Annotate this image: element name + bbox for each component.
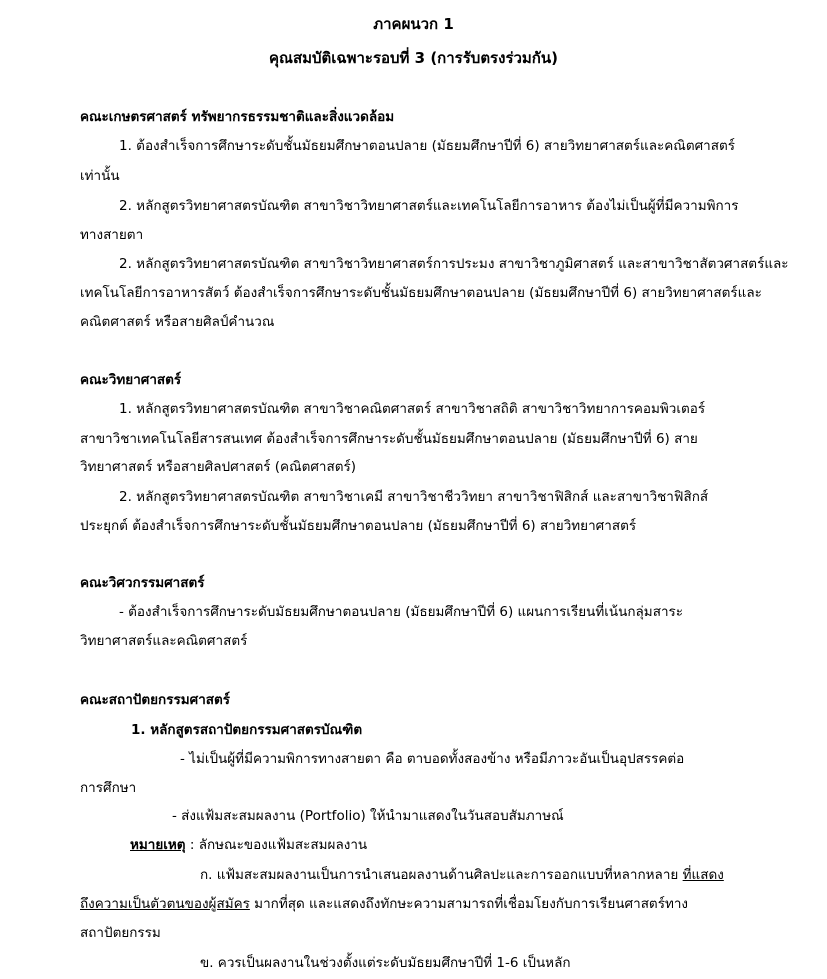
- agri-item-2-line-1: 2. หลักสูตรวิทยาศาสตรบัณฑิต สาขาวิชาวิทยาศาสตร์และเทคโนโลยีการอาหาร ต้องไม่เป็นผู้ที่มีความพิการ: [119, 198, 739, 214]
- sci-heading: คณะวิทยาศาสตร์: [80, 372, 182, 388]
- note-item-1-text: ก. แฟ้มสะสมผลงานเป็นการนำเสนอผลงานด้านศิลปะและการออกแบบที่หลากหลาย: [200, 867, 679, 883]
- agri-item-1-line-2: เท่านั้น: [80, 168, 120, 184]
- agri-item-1-line-1: 1. ต้องสำเร็จการศึกษาระดับชั้นมัธยมศึกษาตอนปลาย (มัธยมศึกษาปีที่ 6) สายวิทยาศาสตร์และคณิตศาสตร์: [119, 138, 735, 154]
- sci-item-1-line-1: 1. หลักสูตรวิทยาศาสตรบัณฑิต สาขาวิชาคณิตศาสตร์ สาขาวิชาสถิติ สาขาวิชาวิทยาการคอมพิวเตอร์: [119, 401, 706, 417]
- arch-bullet-1-line-1: - ไม่เป็นผู้ที่มีความพิการทางสายตา คือ ตาบอดทั้งสองข้าง หรือมีภาวะอันเป็นอุปสรรคต่อ: [180, 751, 685, 767]
- eng-item-line-2: วิทยาศาสตร์และคณิตศาสตร์: [80, 633, 248, 649]
- agri-heading: คณะเกษตรศาสตร์ ทรัพยากรธรรมชาติและสิ่งแวดล้อม: [80, 109, 395, 125]
- arch-note-item-1-line-3: สถาปัตยกรรม: [80, 925, 161, 941]
- note-item-1-text-cont: มากที่สุด และแสดงถึงทักษะความสามารถที่เชื่อมโยงกับการเรียนศาสตร์ทาง: [254, 896, 689, 912]
- eng-item-line-1: - ต้องสำเร็จการศึกษาระดับมัธยมศึกษาตอนปลาย (มัธยมศึกษาปีที่ 6) แผนการเรียนที่เน้นกลุ่มสาระ: [119, 604, 684, 620]
- agri-item-3-line-3: คณิตศาสตร์ หรือสายศิลป์คำนวณ: [80, 314, 275, 330]
- arch-program-heading: 1. หลักสูตรสถาปัตยกรรมศาสตรบัณฑิต: [131, 722, 363, 738]
- arch-note-item-1-line-2: [80, 894, 688, 914]
- arch-note: [130, 835, 367, 855]
- page-title: ภาคผนวก 1: [373, 15, 454, 33]
- note-label: หมายเหตุ: [130, 837, 186, 853]
- page-subtitle: คุณสมบัติเฉพาะรอบที่ 3 (การรับตรงร่วมกัน): [269, 49, 558, 67]
- sci-item-2-line-2: ประยุกต์ ต้องสำเร็จการศึกษาระดับชั้นมัธยมศึกษาตอนปลาย (มัธยมศึกษาปีที่ 6) สายวิทยาศาสตร์: [80, 518, 637, 534]
- sci-item-1-line-2: สาขาวิชาเทคโนโลยีสารสนเทศ ต้องสำเร็จการศึกษาระดับชั้นมัธยมศึกษาตอนปลาย (มัธยมศึกษาปีที่ 6) สาย: [80, 431, 698, 447]
- note-item-1-underlined: ที่แสดง: [682, 867, 724, 883]
- agri-item-3-line-2: เทคโนโลยีการอาหารสัตว์ ต้องสำเร็จการศึกษาระดับชั้นมัธยมศึกษาตอนปลาย (มัธยมศึกษาปีที่ 6) สายวิทยาศาสตร์และ: [80, 285, 762, 301]
- sci-item-2-line-1: 2. หลักสูตรวิทยาศาสตรบัณฑิต สาขาวิชาเคมี สาขาวิชาชีววิทยา สาขาวิชาฟิสิกส์ และสาขาวิชาฟิสิกส์: [119, 489, 709, 505]
- arch-note-item-2: ข. ควรเป็นผลงานในช่วงตั้งแต่ระดับมัธยมศึกษาปีที่ 1-6 เป็นหลัก: [200, 955, 571, 971]
- arch-note-item-1-line-1: [200, 865, 724, 885]
- agri-item-2-line-2: ทางสายตา: [80, 227, 144, 243]
- eng-heading: คณะวิศวกรรมศาสตร์: [80, 575, 205, 591]
- sci-item-1-line-3: วิทยาศาสตร์ หรือสายศิลปศาสตร์ (คณิตศาสตร์): [80, 459, 357, 475]
- arch-heading: คณะสถาปัตยกรรมศาสตร์: [80, 692, 231, 708]
- arch-bullet-1-line-2: การศึกษา: [80, 780, 137, 796]
- arch-bullet-2: - ส่งแฟ้มสะสมผลงาน (Portfolio) ให้นำมาแสดงในวันสอบสัมภาษณ์: [172, 808, 564, 824]
- agri-item-3-line-1: 2. หลักสูตรวิทยาศาสตรบัณฑิต สาขาวิชาวิทยาศาสตร์การประมง สาขาวิชาภูมิศาสตร์ และสาขาวิชาสัตวศาสตร์และ: [119, 256, 789, 272]
- note-item-1-underlined-cont: ถึงความเป็นตัวตนของผู้สมัคร: [80, 896, 250, 912]
- note-text: : ลักษณะของแฟ้มสะสมผลงาน: [189, 837, 368, 853]
